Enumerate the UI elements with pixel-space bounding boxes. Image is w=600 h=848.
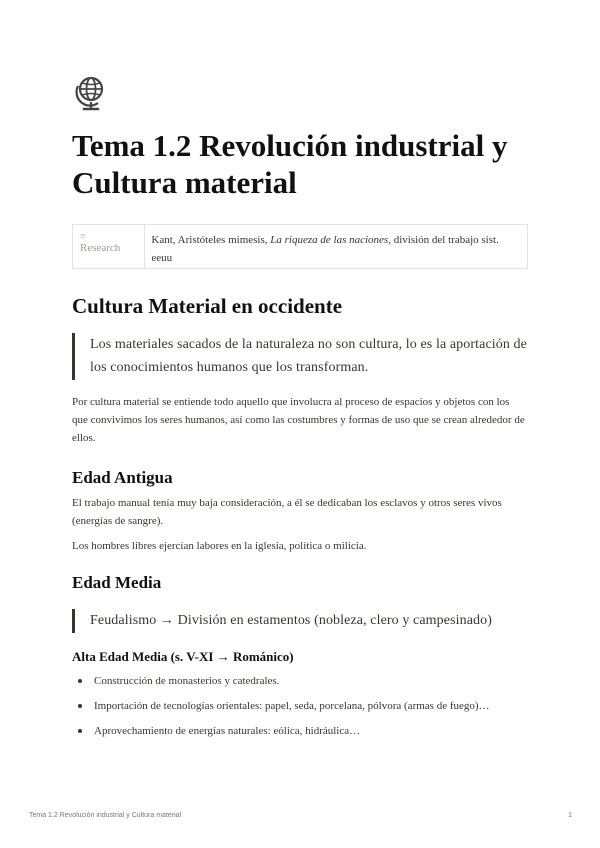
footer-page-number: 1	[568, 812, 572, 819]
paragraph-trabajo-manual: El trabajo manual tenía muy baja consideración, a él se dedicaban los esclavos y otros seres vivos (energías de sangre).	[72, 497, 502, 527]
list-item	[72, 722, 492, 740]
section-heading: Cultura Material en occidente	[72, 294, 343, 318]
list-item-text: Aprovechamiento de energías naturales: eólica, hidráulica…	[94, 725, 361, 737]
heading-alta-edad-media: Alta Edad Media (s. V-XI → Románico)	[72, 649, 294, 664]
list-item-text: Importación de tecnologías orientales: papel, seda, porcelana, pólvora (armas de fuego)…	[94, 700, 490, 712]
quote-block: Los materiales sacados de la naturaleza no son cultura, lo es la aportación de los conocimientos humanos que los transforman.	[72, 333, 530, 380]
list-item	[72, 672, 492, 690]
heading-edad-antigua: Edad Antigua	[72, 468, 173, 487]
property-value-italic: La riqueza de las naciones	[270, 234, 389, 246]
paragraph-cultura-material: Por cultura material se entiende todo aquello que involucra al proceso de espacios y objetos con los que convivimos los seres humanos, así como las costumbres y formas de uso que se crean alrededor de ellos.	[72, 396, 525, 444]
properties-table	[72, 224, 528, 269]
property-value-text: Kant, Aristóteles mimesis,	[151, 234, 271, 246]
list-item	[72, 697, 492, 715]
property-name-label: Research	[80, 242, 121, 254]
bullet-icon	[78, 704, 82, 708]
bulleted-list	[72, 672, 492, 747]
bullet-icon	[78, 679, 82, 683]
bullet-icon	[78, 729, 82, 733]
list-item-text: Construcción de monasterios y catedrales.	[94, 675, 280, 687]
paragraph-hombres-libres: Los hombres libres ejercían labores en la iglesia, política o milicia.	[72, 540, 367, 552]
quote-feudalismo: Feudalismo → División en estamentos (nobleza, clero y campesinado)	[72, 609, 540, 633]
property-value-text-end: , división del trabajo sist. eeuu	[151, 234, 499, 264]
property-value-cell[interactable]	[145, 225, 527, 268]
text-lines-icon: ≡	[80, 231, 86, 242]
heading-edad-media: Edad Media	[72, 573, 162, 592]
property-name-cell	[73, 225, 145, 268]
page-title: Tema 1.2 Revolución industrial y Cultura material	[72, 128, 508, 200]
footer-title: Tema 1.2 Revolución industrial y Cultura material	[29, 812, 182, 819]
globe-with-meridians-icon	[74, 74, 108, 112]
